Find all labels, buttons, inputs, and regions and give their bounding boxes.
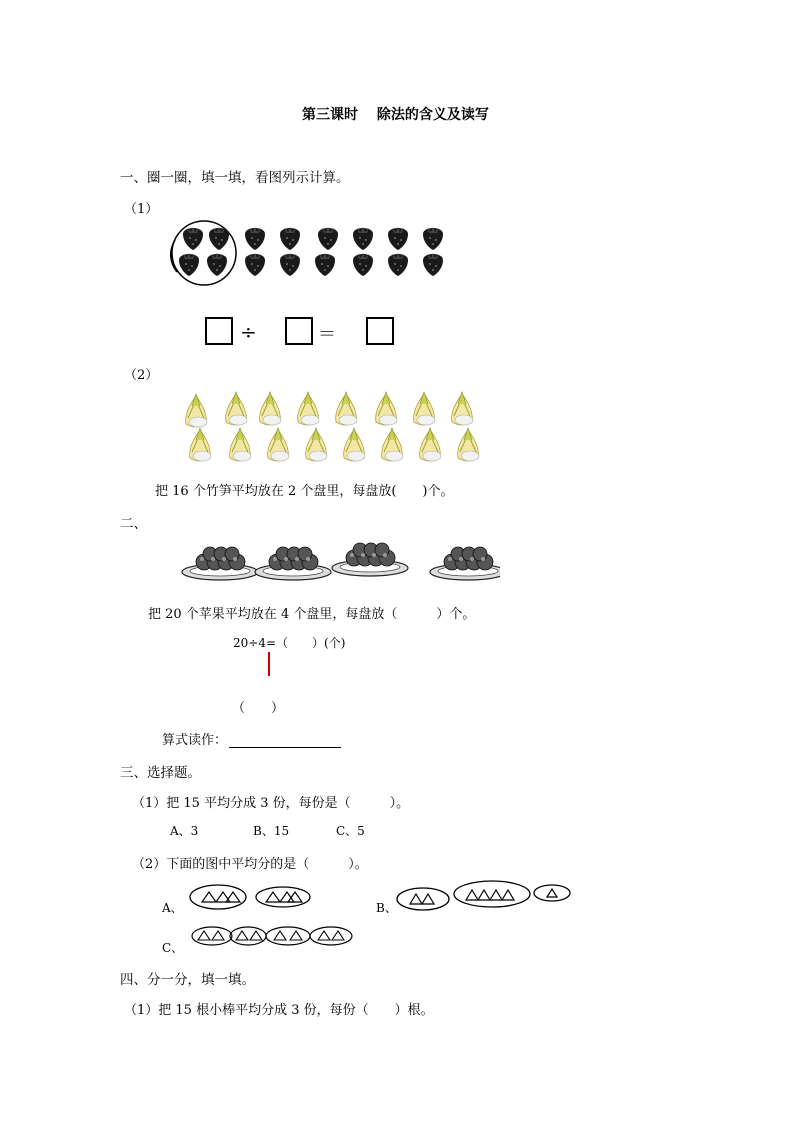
q2-text: 把 16 个竹笋平均放在 2 个盘里，每盘放( )个。 [155,484,454,499]
bamboo-shoot-icon [186,392,473,427]
q4-1-text: （1）把 15 根小棒平均分成 3 份，每份（ ）根。 [124,1003,434,1018]
red-pointer-line [268,652,270,676]
triangle-icon [198,931,344,940]
read-as-blank[interactable] [229,735,341,748]
apple-plate-icon [332,543,408,576]
q3-2-option-b-label[interactable]: B、 [376,901,397,915]
q3-1-option-c[interactable]: C、5 [336,824,365,838]
equals-sign: ＝ [318,324,336,345]
q3-1-option-a[interactable]: A、3 [170,824,199,838]
divide-sign: ÷ [240,320,257,344]
section-1-heading: 一、圈一圈，填一填，看图列示计算。 [120,170,350,186]
option-a-figure [188,882,313,912]
apple-plate-icon [255,547,331,580]
q1-label: （1） [124,202,159,217]
q3-2-option-c-label[interactable]: C、 [162,941,184,955]
answer-box-3[interactable] [366,317,394,345]
apple-plate-icon [182,547,258,580]
bamboo-shoot-group [178,390,488,470]
option-c-figure [190,924,358,948]
answer-box-1[interactable] [205,317,233,345]
q3-2-option-a-label[interactable]: A、 [162,901,183,915]
read-as-label: 算式读作： [162,733,228,748]
section-2-heading: 二、 [120,516,147,532]
q2-label: （2） [124,368,159,383]
equation-blank[interactable]: （ ） [232,701,285,716]
option-b-figure [396,878,574,912]
equation: 20÷4=（ ）(个) [233,636,346,650]
section-4-heading: 四、分一分，填一填。 [120,972,255,988]
q3-1-text: （1）把 15 平均分成 3 份，每份是（ ）。 [132,796,410,811]
strawberry-group [165,218,455,288]
q3-2-text: （2）下面的图中平均分的是（ ）。 [132,857,368,872]
q3-1-option-b[interactable]: B、15 [253,824,290,838]
strawberry-icon [183,227,443,250]
section-2-text: 把 20 个苹果平均放在 4 个盘里，每盘放（ ）个。 [148,607,476,622]
triangle-icon [202,892,302,902]
apple-plate-icon [430,547,500,580]
section-3-heading: 三、选择题。 [120,765,201,781]
page-title: 第三课时 除法的含义及读写 [302,107,489,123]
apple-plates [180,538,500,588]
read-as-row [162,729,341,748]
answer-box-2[interactable] [285,317,313,345]
